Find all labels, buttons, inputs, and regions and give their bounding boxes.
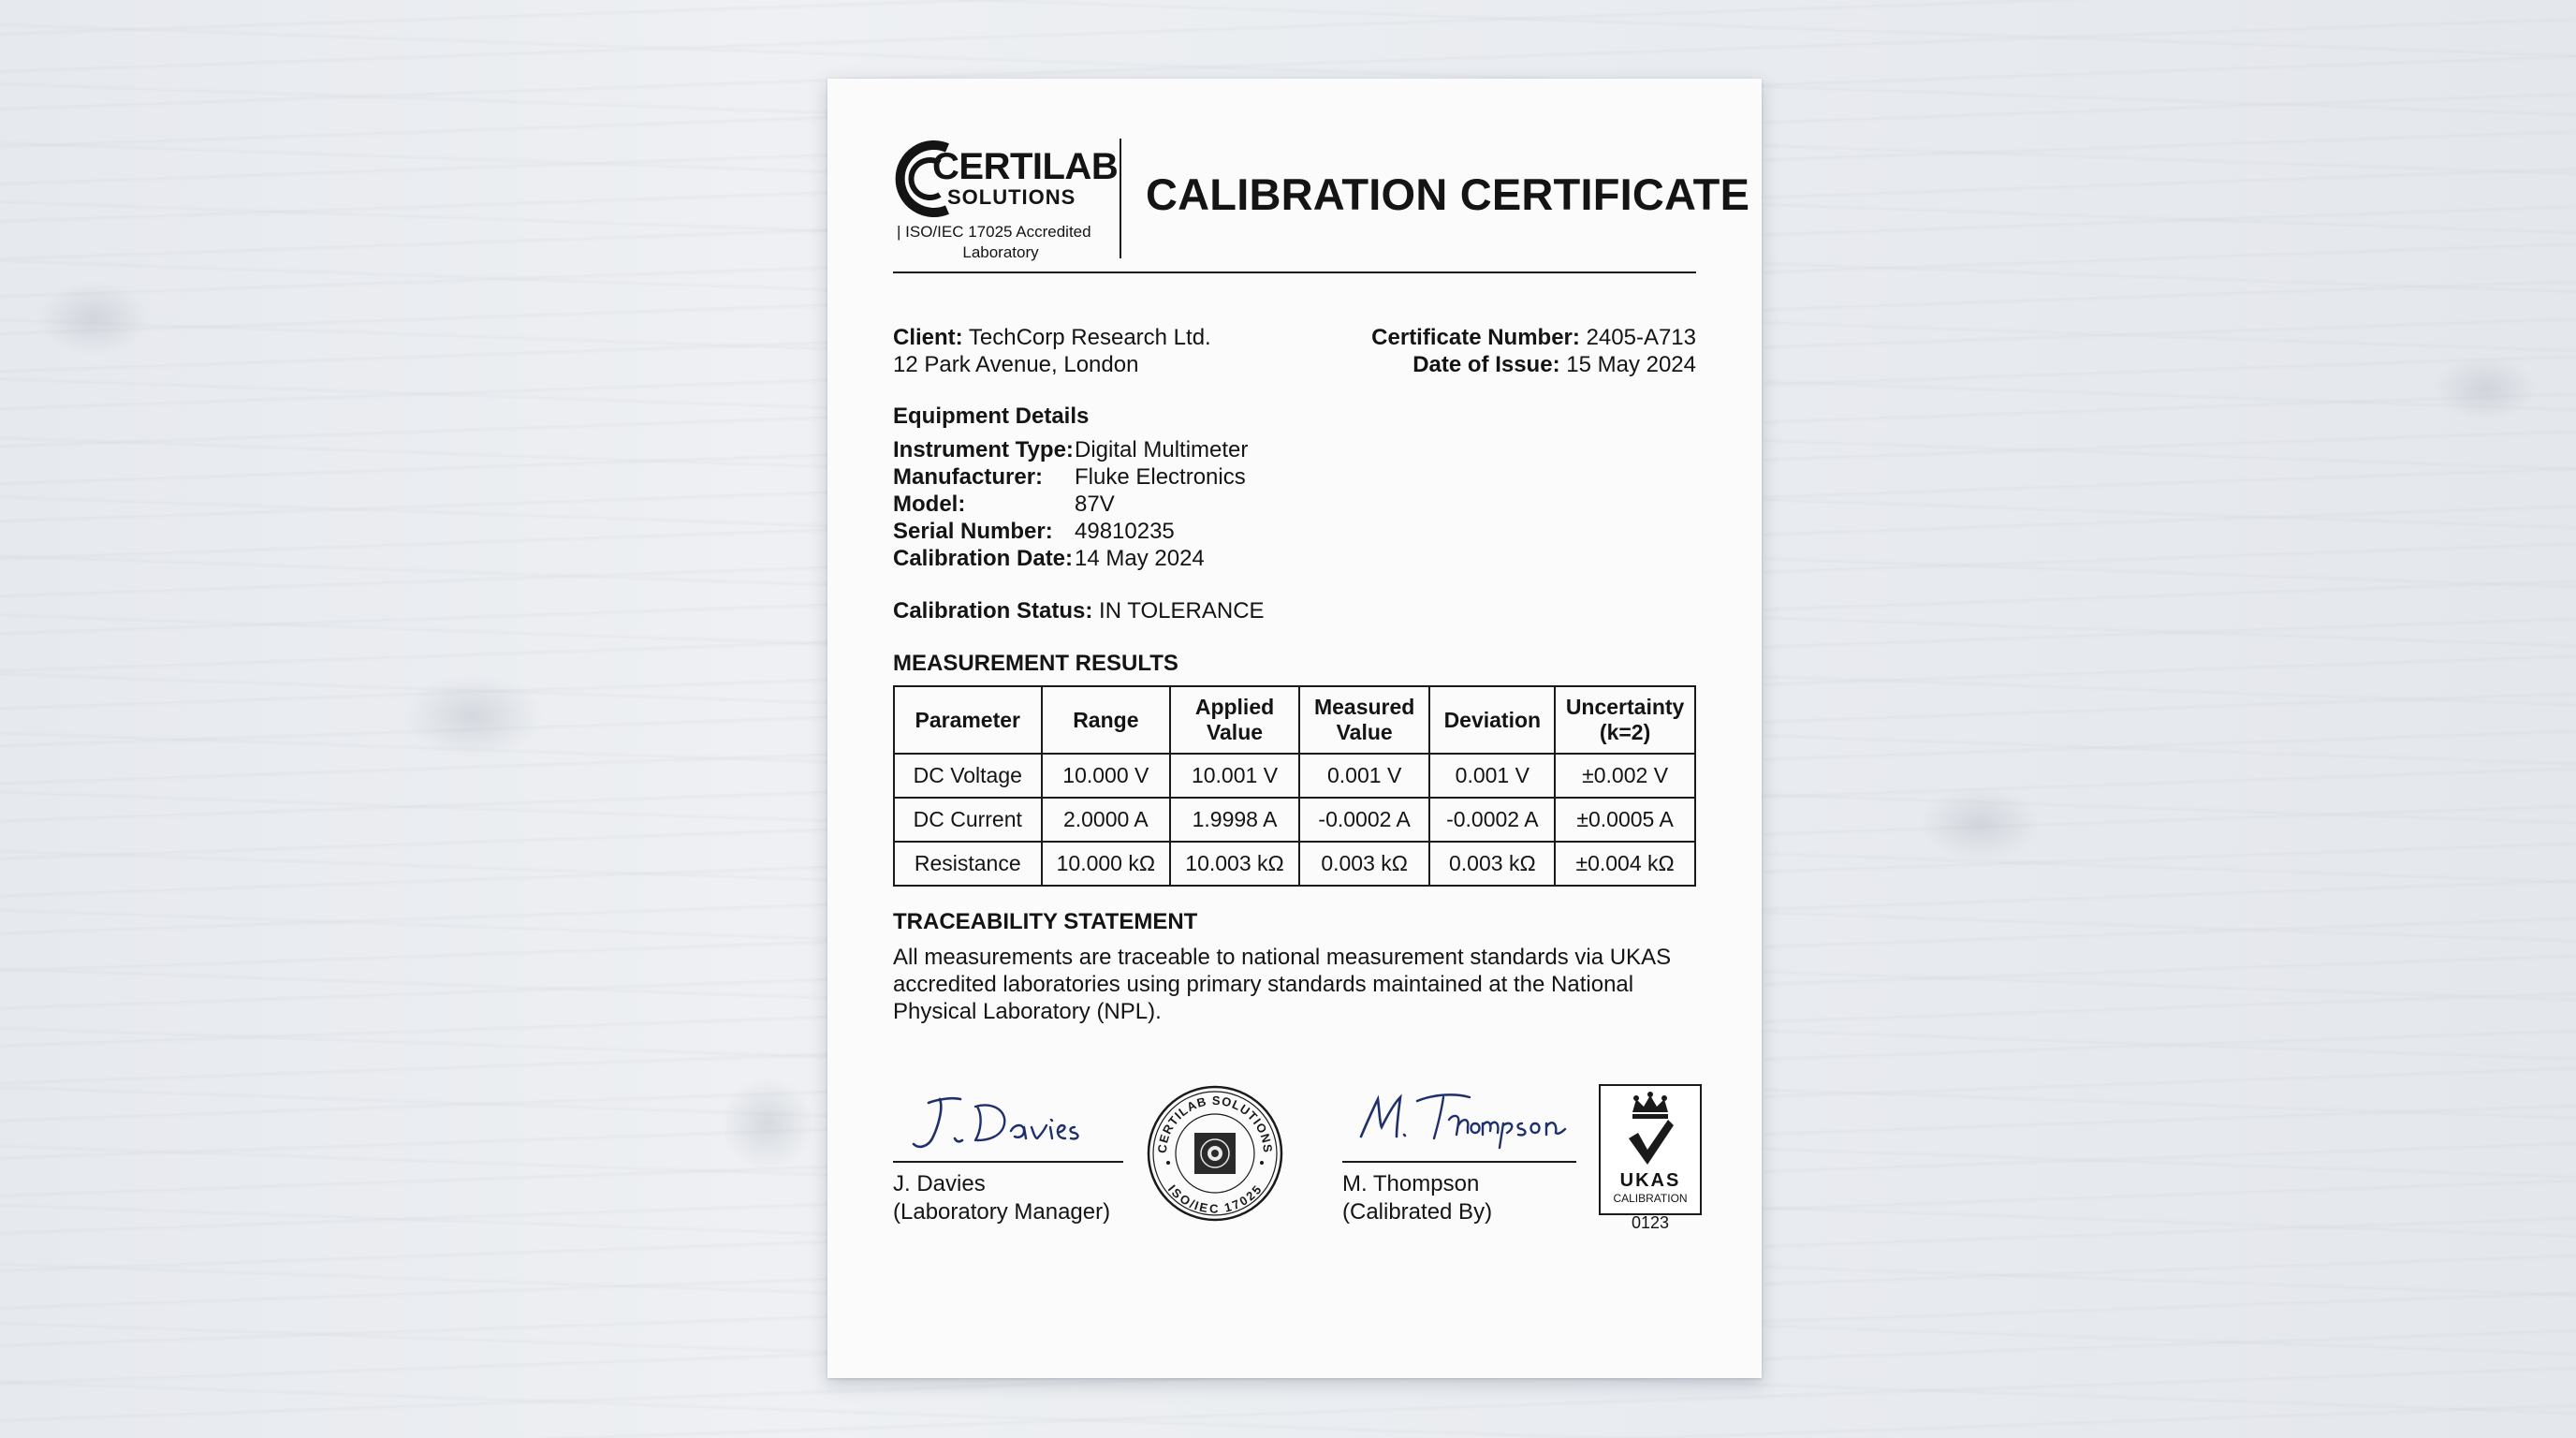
calibration-status-line [893, 597, 1265, 624]
seal-top-text: CERTILAB SOLUTIONS [1154, 1093, 1276, 1154]
certilab-logo [893, 137, 1119, 277]
header-text: (k=2) [1599, 720, 1651, 744]
column-header-parameter [894, 686, 1042, 754]
crown-tick-icon [1625, 1092, 1676, 1168]
traceability-heading: TRACEABILITY STATEMENT [893, 909, 1198, 934]
certilab-seal [1146, 1084, 1284, 1223]
equipment-heading: Equipment Details [893, 404, 1090, 429]
logo-sub: SOLUTIONS [947, 185, 1076, 209]
logo-accreditation-laboratory: Laboratory [962, 243, 1039, 261]
client-line [893, 324, 1211, 351]
column-header-applied-value [1170, 686, 1299, 754]
date-of-issue-label: Date of Issue: [1412, 352, 1560, 377]
column-header-measured-value [1299, 686, 1430, 754]
table-row [894, 842, 1695, 886]
seal-bottom-text: ISO/IEC 17025 [1164, 1181, 1266, 1216]
table-cell: 1.9998 A [1170, 798, 1299, 842]
equipment-value: Digital Multimeter [1075, 437, 1249, 462]
client-label: Client: [893, 325, 963, 350]
ukas-calibration-label: CALIBRATION [1613, 1192, 1688, 1205]
table-cell: -0.0002 A [1429, 798, 1555, 842]
table-cell: 10.003 kΩ [1170, 842, 1299, 886]
signatory-name: J. Davies [893, 1171, 986, 1196]
header-text: Value [1336, 720, 1393, 744]
logo-accreditation: | ISO/IEC 17025 Accredited [897, 223, 1091, 241]
table-cell: 0.001 V [1299, 754, 1430, 798]
table-cell: DC Voltage [894, 754, 1042, 798]
certificate-page [827, 79, 1762, 1378]
column-header-deviation [1429, 686, 1555, 754]
traceability-line: Physical Laboratory (NPL). [893, 999, 1162, 1024]
traceability-line: accredited laboratories using primary standards maintained at the National [893, 972, 1634, 997]
equipment-label: Instrument Type: [893, 437, 1074, 462]
column-header-uncertainty [1555, 686, 1695, 754]
ukas-number: 0123 [1631, 1213, 1670, 1232]
equipment-row [893, 436, 1249, 463]
measurement-results-table [893, 685, 1696, 887]
signature-line [1342, 1161, 1576, 1163]
header-text: Applied [1194, 695, 1275, 719]
equipment-value: Fluke Electronics [1075, 464, 1246, 490]
signatory-name: M. Thompson [1342, 1171, 1480, 1196]
wood-knot [2434, 356, 2537, 421]
equipment-value: 14 May 2024 [1075, 546, 1205, 571]
equipment-label: Manufacturer: [893, 464, 1044, 490]
date-of-issue: 15 May 2024 [1566, 352, 1696, 377]
equipment-row [893, 518, 1175, 545]
wood-knot [721, 1077, 814, 1170]
table-header-row [894, 686, 1695, 754]
signature-line [893, 1161, 1123, 1163]
signatory-role: (Laboratory Manager) [893, 1199, 1111, 1225]
wood-knot [1919, 786, 2041, 861]
table-cell: 0.001 V [1429, 754, 1555, 798]
table-cell: 2.0000 A [1042, 798, 1171, 842]
header-rule [893, 271, 1696, 273]
equipment-label: Calibration Date: [893, 546, 1074, 571]
table-cell: ±0.0005 A [1555, 798, 1695, 842]
document-title: CALIBRATION CERTIFICATE [1146, 169, 1750, 219]
table-cell: 10.000 kΩ [1042, 842, 1171, 886]
header-text: Measured [1313, 695, 1415, 719]
header-text: Uncertainty [1565, 695, 1685, 719]
certificate-number: 2405-A713 [1586, 325, 1696, 350]
table-cell: ±0.002 V [1555, 754, 1695, 798]
table-cell: 10.000 V [1042, 754, 1171, 798]
certificate-number-line [1371, 324, 1696, 351]
client-name: TechCorp Research Ltd. [968, 325, 1211, 350]
certificate-number-label: Certificate Number: [1371, 325, 1580, 350]
wood-knot [402, 674, 543, 758]
table-row [894, 754, 1695, 798]
calibration-status-value: IN TOLERANCE [1099, 598, 1265, 624]
table-cell: 10.001 V [1170, 754, 1299, 798]
table-cell: 0.003 kΩ [1429, 842, 1555, 886]
table-cell: 0.003 kΩ [1299, 842, 1430, 886]
date-of-issue-line [1412, 351, 1696, 378]
ukas-label: UKAS [1619, 1170, 1681, 1191]
table-cell: ±0.004 kΩ [1555, 842, 1695, 886]
table-cell: DC Current [894, 798, 1042, 842]
equipment-row [893, 545, 1205, 572]
table-cell: -0.0002 A [1299, 798, 1430, 842]
measurement-results-heading: MEASUREMENT RESULTS [893, 651, 1178, 676]
ukas-calibration-mark [1599, 1084, 1702, 1215]
header-divider [1120, 139, 1121, 258]
signature-j-davies [900, 1090, 1106, 1155]
header-text: Range [1073, 707, 1139, 732]
equipment-label: Model: [893, 492, 966, 517]
equipment-row [893, 463, 1246, 491]
traceability-statement [893, 944, 1707, 1025]
equipment-label: Serial Number: [893, 519, 1053, 544]
equipment-value: 49810235 [1075, 519, 1175, 544]
logo-name: CERTILAB [932, 146, 1119, 187]
header-text: Value [1206, 720, 1264, 744]
traceability-line: All measurements are traceable to national measurement standards via UKAS [893, 945, 1672, 970]
signatory-role: (Calibrated By) [1342, 1199, 1493, 1225]
table-row [894, 798, 1695, 842]
equipment-value: 87V [1075, 492, 1115, 517]
signature-m-thompson [1352, 1086, 1576, 1152]
column-header-range [1042, 686, 1171, 754]
header-text: Deviation [1443, 707, 1542, 732]
client-address: 12 Park Avenue, London [893, 352, 1139, 377]
wood-knot [37, 281, 150, 356]
calibration-status-label: Calibration Status: [893, 598, 1093, 624]
table-cell: Resistance [894, 842, 1042, 886]
equipment-row [893, 491, 1115, 518]
equipment-details [893, 436, 1249, 572]
header-text: Parameter [915, 707, 1021, 732]
